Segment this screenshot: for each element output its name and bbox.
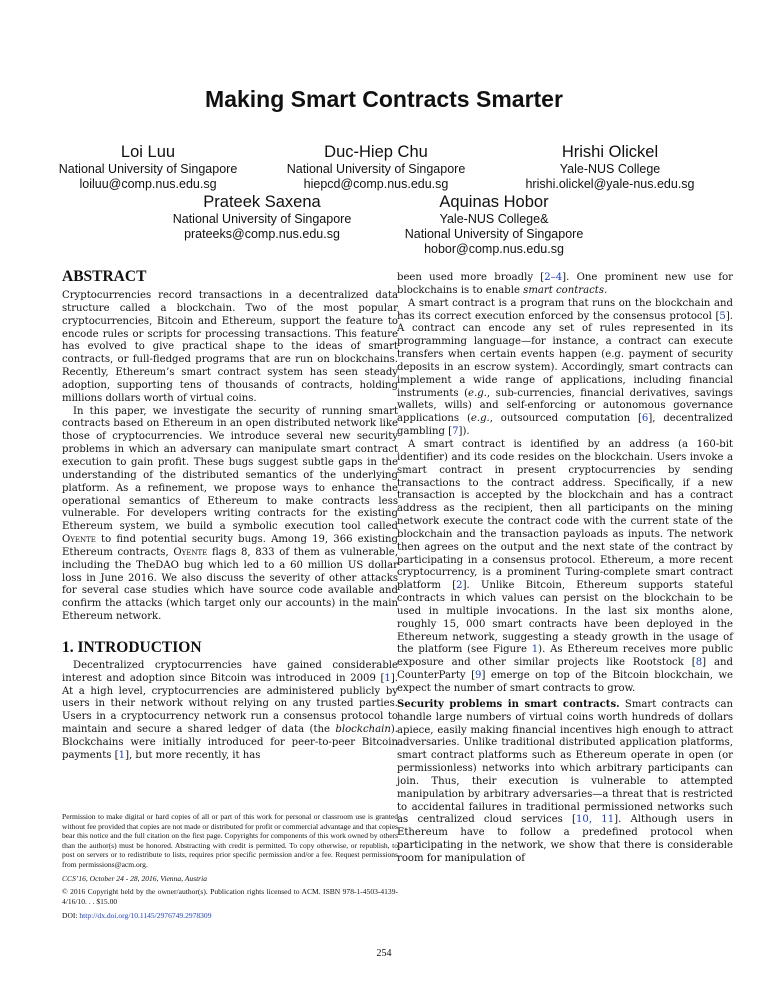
- author-affiliation: National University of Singapore: [286, 162, 466, 176]
- citation-link[interactable]: 2: [456, 580, 463, 592]
- tool-name: Oyente: [173, 546, 208, 558]
- author-name: Prateek Saxena: [203, 193, 321, 211]
- tool-name: Oyente: [62, 534, 96, 546]
- citation-link[interactable]: 7: [452, 426, 459, 438]
- copyright-notice: © 2016 Copyright held by the owner/author(s). Publication rights licensed to ACM. ISBN 978-1-4503-4139-4/16/10. . . $15.00: [62, 887, 398, 906]
- permission-text: Permission to make digital or hard copies of all or part of this work for personal or classroom use is granted without fee provided that copies are not made or distributed for profit or commercial advantage and that copies bear this notice and the full citation on the first page. Copyrights for components of this work owned by others than the author(s) must be honored. Abstracting with credit is permitted. To copy otherwise, or republish, to post on servers or to redistribute to lists, requires prior specific permission and/or a fee. Request permissions from permissions@acm.org.: [62, 812, 398, 869]
- body-paragraph: A smart contract is a program that runs on the blockchain and has its correct execution enforced by the consensus protocol [5]. A contract can encode any set of rules represented in its programming language—for instance, a contract can execute transfers when certain events happen (e.g. payment of security deposits in an escrow system). Accordingly, smart contracts can implement a wide range of applications, including financial instruments (e.g., sub-currencies, financial derivatives, savings wallets, wills) and self-enforcing or autonomous governance applications (e.g., outsourced computation [6], decentralized gambling [7]).: [397, 297, 733, 438]
- citation-link[interactable]: 10, 11: [575, 814, 615, 826]
- body-paragraph: been used more broadly [2–4]. One prominent new use for blockchains is to enable smart contracts.: [397, 272, 733, 296]
- citation-link[interactable]: 9: [475, 670, 482, 682]
- author-name: Aquinas Hobor: [439, 193, 549, 211]
- body-paragraph: Security problems in smart contracts. Smart contracts can handle large numbers of virtual coins worth hundreds of dollars apiece, easily making financial incentives high enough to attract adversaries. Unlike traditional distributed application platforms, smart contract platforms such as Ethereum operate in open (or permissionless) networks into which arbitrary participants can join. Thus, their execution is vulnerable to attempted manipulation by arbitrary adversaries—a threat that is restricted to accidental failures in traditional permissioned networks such as centralized cloud services [10, 11]. Although users in Ethereum have to follow a predefined protocol when participating in the network, we show that there is considerable room for manipulation of: [397, 698, 733, 864]
- citation-link[interactable]: 2–4: [544, 272, 563, 283]
- abstract-paragraph: Cryptocurrencies record transactions in a decentralized data structure called a blockchain. Two of the most popular cryptocurrencies, Bitcoin and Ethereum, support the feature to encode rules or scripts for processing transactions. This feature has evolved to give practical shape to the ideas of smart contracts, or full-fledged programs that are run on blockchains. Recently, Ethereum’s smart contract system has seen steady adoption, supporting tens of thousands of contracts, holding millions dollars worth of virtual coins.: [62, 290, 398, 404]
- author-block: [173, 193, 352, 242]
- author-block: [525, 143, 694, 192]
- author-email: hobor@comp.nus.edu.sg: [424, 242, 564, 256]
- author-block: [287, 143, 466, 192]
- paper-title: Making Smart Contracts Smarter: [205, 86, 563, 112]
- abstract-heading: ABSTRACT: [62, 268, 147, 285]
- figure-reference[interactable]: 1: [531, 644, 539, 656]
- author-affiliation: Yale-NUS College: [559, 162, 661, 176]
- author-email: loiluu@comp.nus.edu.sg: [79, 177, 217, 191]
- author-affiliation: Yale-NUS College&: [439, 212, 549, 226]
- right-column: [397, 272, 733, 866]
- citation-link[interactable]: 1: [118, 749, 126, 761]
- author-name: Loi Luu: [120, 143, 176, 161]
- intro-paragraph: Decentralized cryptocurrencies have gained considerable interest and adoption since Bitcoin was introduced in 2009 [1]. At a high level, cryptocurrencies are administered publicly by users in their network without relying on any trusted parties. Users in a cryptocurrency network run a consensus protocol to maintain and secure a shared ledger of data (the blockchain). Blockchains were initially introduced for peer-to-peer Bitcoin payments [1], but more recently, it has: [62, 659, 398, 761]
- page-number: 254: [376, 948, 392, 959]
- citation-link[interactable]: 5: [719, 310, 726, 322]
- author-name: Duc-Hiep Chu: [324, 143, 428, 161]
- permission-block: [62, 812, 398, 921]
- author-block: [405, 193, 584, 257]
- author-name: Hrishi Olickel: [561, 143, 659, 161]
- doi-line: DOI: http://dx.doi.org/10.1145/2976749.2978309: [62, 911, 212, 921]
- doi-link[interactable]: http://dx.doi.org/10.1145/2976749.2978309: [79, 911, 212, 921]
- author-block: [59, 143, 238, 192]
- author-email: hrishi.olickel@yale-nus.edu.sg: [525, 177, 695, 191]
- left-column: [62, 267, 398, 763]
- section-heading-introduction: 1. INTRODUCTION: [62, 638, 202, 656]
- citation-link[interactable]: 8: [695, 657, 703, 669]
- citation-link[interactable]: 6: [641, 413, 649, 425]
- abstract-paragraph: In this paper, we investigate the security of running smart contracts based on Ethereum in an open distributed network like those of cryptocurrencies. We introduce several new security problems in which an adversary can manipulate smart contract execution to gain profit. These bugs suggest subtle gaps in the understanding of the distributed semantics of the underlying platform. As a refinement, we propose ways to enhance the operational semantics of Ethereum to make contracts less vulnerable. For developers writing contracts for the existing Ethereum system, we build a symbolic execution tool called Oyente to find potential security bugs. Among 19, 366 existing Ethereum contracts, Oyente flags 8, 833 of them as vulnerable, including the TheDAO bug which led to a 60 million US dollar loss in June 2016. We also discuss the severity of other attacks for several case studies which have source code available and confirm the attacks (which target only our accounts) in the main Ethereum network.: [62, 405, 398, 623]
- author-affiliation: National University of Singapore: [172, 212, 352, 226]
- conference-venue: CCS’16, October 24 - 28, 2016, Vienna, Austria: [62, 873, 207, 883]
- author-email: hiepcd@comp.nus.edu.sg: [303, 177, 449, 191]
- author-affiliation: National University of Singapore: [404, 227, 584, 241]
- body-paragraph: A smart contract is identified by an address (a 160-bit identifier) and its code resides on the blockchain. Users invoke a smart contract in present cryptocurrencies by sending transactions to the contract address. Specifically, if a new transaction is accepted by the blockchain and has a contract address as the recipient, then all participants on the mining network execute the contract code with the current state of the blockchain and the transaction payloads as inputs. The network then agrees on the output and the next state of the contract by participating in a consensus protocol. Ethereum, a more recent cryptocurrency, is a prominent Turing-complete smart contract platform [2]. Unlike Bitcoin, Ethereum supports stateful contracts in which values can persist on the blockchain to be used in multiple invocations. In the last six months alone, roughly 15, 000 smart contracts have been deployed in the Ethereum network, suggesting a steady growth in the usage of the platform (see Figure 1). As Ethereum receives more public exposure and other similar projects like Rootstock [8] and CounterParty [9] emerge on top of the Bitcoin blockchain, we expect the number of smart contracts to grow.: [397, 438, 734, 694]
- author-email: prateeks@comp.nus.edu.sg: [184, 227, 340, 241]
- paragraph-runin-heading: Security problems in smart contracts.: [397, 698, 620, 710]
- author-affiliation: National University of Singapore: [58, 162, 238, 176]
- citation-link[interactable]: 1: [384, 672, 391, 684]
